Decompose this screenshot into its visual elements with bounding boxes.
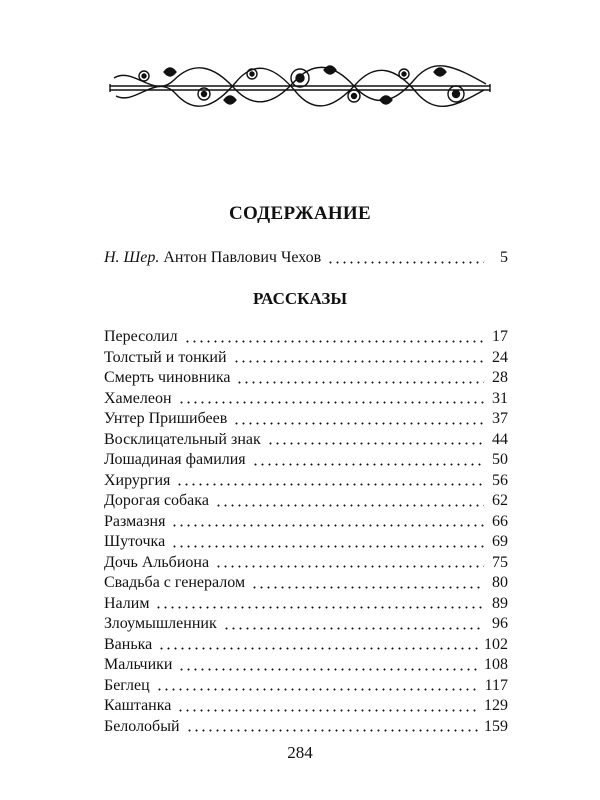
toc-entry[interactable]: [104, 594, 508, 615]
story-page-number: 75: [492, 553, 508, 571]
section-heading-stories: РАССКАЗЫ: [252, 289, 348, 308]
story-title: Унтер Пришибеев: [104, 410, 228, 427]
story-page-number: 89: [492, 594, 508, 612]
dot-leader: [178, 401, 484, 404]
story-page-number: 28: [492, 369, 508, 386]
intro-page-number: 5: [500, 249, 508, 266]
toc-entry[interactable]: [104, 389, 508, 410]
page-number: 284: [287, 743, 313, 762]
story-page-number: 80: [492, 574, 508, 591]
dot-leader: [252, 463, 484, 466]
story-page-number: 62: [492, 492, 508, 509]
toc-entry[interactable]: [104, 573, 508, 594]
story-title: Ванька: [104, 635, 153, 653]
story-page-number: 24: [492, 348, 508, 366]
story-title: Каштанка: [104, 697, 172, 714]
toc-entry[interactable]: [104, 327, 508, 348]
dot-leader: [178, 668, 478, 671]
toc-entry[interactable]: [104, 553, 508, 574]
toc-entry[interactable]: [104, 471, 508, 492]
story-title: Мальчики: [104, 656, 173, 673]
story-page-number: 66: [492, 512, 508, 530]
dot-leader: [155, 606, 484, 609]
dot-leader: [177, 709, 478, 712]
story-page-number: 102: [484, 635, 508, 653]
toc-entry[interactable]: [104, 614, 508, 635]
dot-leader: [171, 545, 484, 548]
toc-entry[interactable]: [104, 409, 508, 430]
dot-leader: [171, 524, 484, 527]
story-page-number: 56: [492, 471, 508, 489]
story-title: Хирургия: [104, 471, 171, 489]
story-title: Восклицательный знак: [104, 430, 261, 448]
dot-leader: [223, 627, 484, 630]
dot-leader: [267, 442, 484, 445]
dot-leader: [158, 647, 478, 650]
toc-entry[interactable]: [104, 450, 508, 471]
story-page-number: 17: [492, 328, 508, 345]
dot-leader: [233, 360, 484, 363]
story-title: Белолобый: [104, 717, 180, 735]
story-page-number: 31: [492, 389, 508, 407]
intro-author: Н. Шер.: [104, 249, 160, 266]
story-title: Налим: [104, 594, 150, 612]
story-title: Лошадиная фамилия: [104, 451, 246, 468]
toc-entry[interactable]: [104, 348, 508, 369]
intro-title: Антон Павлович Чехов: [163, 249, 322, 266]
dot-leader: [215, 565, 484, 568]
story-page-number: 96: [492, 615, 508, 632]
dot-leader: [156, 688, 479, 691]
floral-vine-ornament-icon: [104, 60, 496, 110]
intro-entry[interactable]: [104, 249, 508, 269]
dot-leader: [176, 483, 484, 486]
dot-leader: [327, 261, 484, 264]
story-title: Хамелеон: [104, 389, 172, 407]
toc-entry[interactable]: [104, 696, 508, 717]
dot-leader: [186, 729, 479, 732]
story-title: Размазня: [104, 512, 166, 530]
toc-entry[interactable]: [104, 717, 508, 738]
story-title: Дочь Альбиона: [104, 553, 210, 571]
story-page-number: 159: [484, 717, 508, 735]
contents-heading: СОДЕРЖАНИЕ: [229, 203, 371, 224]
story-title: Пересолил: [104, 328, 178, 345]
story-page-number: 108: [484, 656, 508, 673]
dot-leader: [233, 422, 484, 425]
story-title: Злоумышленник: [104, 615, 217, 632]
toc-entry[interactable]: [104, 676, 508, 697]
toc-entry[interactable]: [104, 491, 508, 512]
toc-entry[interactable]: [104, 512, 508, 533]
story-title: Дорогая собака: [104, 492, 209, 509]
story-title: Беглец: [104, 676, 150, 694]
story-title: Толстый и тонкий: [104, 348, 227, 366]
dot-leader: [215, 504, 484, 507]
toc-entry[interactable]: [104, 430, 508, 451]
dot-leader: [251, 586, 484, 589]
story-title: Шуточка: [104, 533, 166, 550]
toc-entry[interactable]: [104, 368, 508, 389]
toc-entry[interactable]: [104, 532, 508, 553]
story-page-number: 69: [492, 533, 508, 550]
story-page-number: 117: [484, 676, 508, 694]
story-page-number: 50: [492, 451, 508, 468]
dot-leader: [236, 381, 484, 384]
story-page-number: 129: [484, 697, 508, 714]
toc-entry[interactable]: [104, 655, 508, 676]
dot-leader: [184, 340, 484, 343]
stories-toc-list: [104, 327, 508, 737]
story-page-number: 37: [492, 410, 508, 427]
toc-entry[interactable]: [104, 635, 508, 656]
story-title: Смерть чиновника: [104, 369, 231, 386]
story-page-number: 44: [492, 430, 508, 448]
story-title: Свадьба с генералом: [104, 574, 246, 591]
